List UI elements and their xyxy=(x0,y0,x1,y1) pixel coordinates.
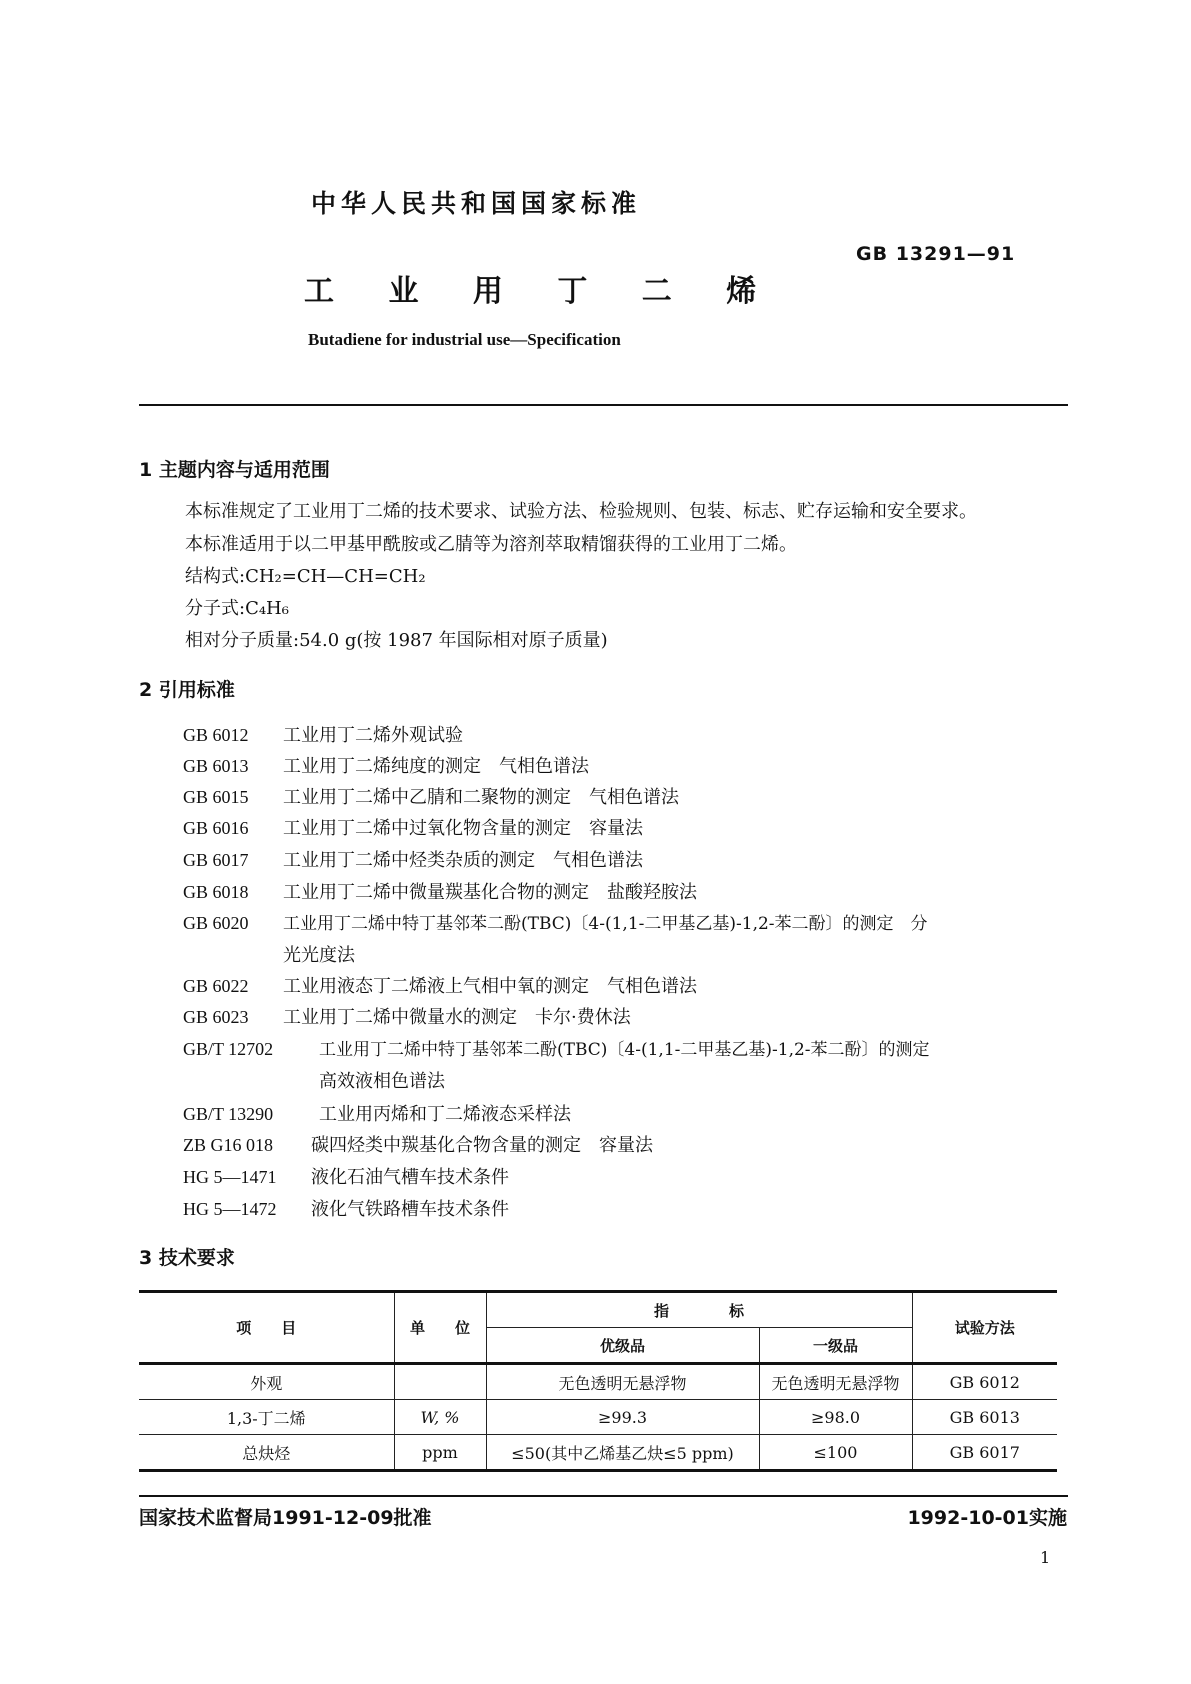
title-en: Butadiene for industrial use—Specification xyxy=(308,330,621,349)
section-1-line: 本标准规定了工业用丁二烯的技术要求、试验方法、检验规则、包装、标志、贮存运输和安全要求。 xyxy=(185,501,977,522)
ref-code: GB 6018 xyxy=(183,882,249,902)
cell-first: ≤100 xyxy=(759,1435,912,1471)
cell-unit xyxy=(394,1364,486,1400)
ref-title: 液化石油气槽车技术条件 xyxy=(311,1167,509,1188)
header-method: 试验方法 xyxy=(912,1292,1057,1364)
table-row xyxy=(139,1364,1057,1400)
ref-code: GB 6015 xyxy=(183,787,249,807)
cell-item: 总炔烃 xyxy=(139,1435,394,1471)
reference-item xyxy=(183,846,643,872)
approval-date: 国家技术监督局1991-12-09批准 xyxy=(139,1507,432,1529)
table-row xyxy=(139,1400,1057,1435)
ref-title: 工业用丁二烯纯度的测定 气相色谱法 xyxy=(283,756,589,777)
ref-code: HG 5—1472 xyxy=(183,1199,277,1219)
cell-item: 外观 xyxy=(139,1364,394,1400)
reference-item xyxy=(183,1035,930,1060)
ref-code: GB/T 12702 xyxy=(183,1039,274,1059)
ref-title: 工业用丁二烯中微量羰基化合物的测定 盐酸羟胺法 xyxy=(283,882,697,903)
cell-unit: W, % xyxy=(394,1400,486,1435)
ref-title: 工业用丙烯和丁二烯液态采样法 xyxy=(319,1104,571,1125)
cell-superior: ≥99.3 xyxy=(486,1400,759,1435)
reference-item-continued xyxy=(319,1067,445,1093)
cell-method: GB 6017 xyxy=(912,1435,1057,1471)
header-rule xyxy=(139,404,1068,406)
table-row xyxy=(139,1435,1057,1471)
reference-item xyxy=(183,878,697,904)
ref-code: GB 6016 xyxy=(183,818,249,838)
cell-method: GB 6012 xyxy=(912,1364,1057,1400)
reference-item xyxy=(183,909,928,934)
ref-code: GB 6017 xyxy=(183,850,249,870)
reference-item xyxy=(183,1195,509,1221)
section-1-line: 本标准适用于以二甲基甲酰胺或乙腈等为溶剂萃取精馏获得的工业用丁二烯。 xyxy=(185,534,797,555)
ref-title: 工业用液态丁二烯液上气相中氧的测定 气相色谱法 xyxy=(283,976,697,997)
ref-code: GB/T 13290 xyxy=(183,1104,274,1124)
reference-item xyxy=(183,972,697,998)
ref-code: ZB G16 018 xyxy=(183,1135,273,1155)
cell-first: ≥98.0 xyxy=(759,1400,912,1435)
header-item: 项 目 xyxy=(139,1292,394,1364)
ref-title-cont: 光光度法 xyxy=(283,945,355,966)
ref-code: GB 6022 xyxy=(183,976,249,996)
header-unit: 单 位 xyxy=(394,1292,486,1364)
effective-date: 1992-10-01实施 xyxy=(907,1507,1067,1529)
section-2-heading: 2 引用标准 xyxy=(139,679,235,701)
cell-method: GB 6013 xyxy=(912,1400,1057,1435)
reference-item xyxy=(183,1003,631,1029)
cell-first: 无色透明无悬浮物 xyxy=(759,1364,912,1400)
ref-title: 工业用丁二烯中过氧化物含量的测定 容量法 xyxy=(283,818,643,839)
reference-item xyxy=(183,783,679,809)
ref-title: 工业用丁二烯中乙腈和二聚物的测定 气相色谱法 xyxy=(283,787,679,808)
reference-item xyxy=(183,752,589,778)
header-index: 指 标 xyxy=(486,1292,912,1328)
page-number: 1 xyxy=(1040,1548,1051,1567)
reference-item xyxy=(183,1163,509,1189)
section-1-heading: 1 主题内容与适用范围 xyxy=(139,459,330,481)
footer-rule xyxy=(139,1495,1068,1497)
cell-item: 1,3-丁二烯 xyxy=(139,1400,394,1435)
standard-number: GB 13291—91 xyxy=(856,243,1016,265)
ref-code: GB 6023 xyxy=(183,1007,249,1027)
ref-code: GB 6020 xyxy=(183,913,249,933)
title-cn: 工 业 用 丁 二 烯 xyxy=(304,274,779,309)
ref-title-cont: 高效液相色谱法 xyxy=(319,1071,445,1092)
ref-title: 工业用丁二烯中特丁基邻苯二酚(TBC)〔4-(1,1-二甲基乙基)-1,2-苯二酚〕的测定 分 xyxy=(283,914,928,934)
reference-item xyxy=(183,1100,571,1126)
reference-item xyxy=(183,814,643,840)
ref-code: HG 5—1471 xyxy=(183,1167,277,1187)
reference-item xyxy=(183,1131,653,1157)
header-first-grade: 一级品 xyxy=(759,1328,912,1364)
section-3-heading: 3 技术要求 xyxy=(139,1247,235,1269)
ref-title: 液化气铁路槽车技术条件 xyxy=(311,1199,509,1220)
reference-item-continued xyxy=(283,941,355,967)
org-title: 中华人民共和国国家标准 xyxy=(311,189,642,218)
ref-title: 碳四烃类中羰基化合物含量的测定 容量法 xyxy=(311,1135,653,1156)
structural-formula: 结构式:CH₂=CH—CH=CH₂ xyxy=(185,566,426,587)
reference-item xyxy=(183,721,463,747)
ref-title: 工业用丁二烯中微量水的测定 卡尔·费休法 xyxy=(283,1007,631,1028)
cell-unit: ppm xyxy=(394,1435,486,1471)
ref-title: 工业用丁二烯中特丁基邻苯二酚(TBC)〔4-(1,1-二甲基乙基)-1,2-苯二酚〕的测定 xyxy=(319,1040,930,1060)
header-superior-grade: 优级品 xyxy=(486,1328,759,1364)
ref-title: 工业用丁二烯中烃类杂质的测定 气相色谱法 xyxy=(283,850,643,871)
table-header-row xyxy=(139,1292,1057,1328)
molecular-mass: 相对分子质量:54.0 g(按 1987 年国际相对原子质量) xyxy=(185,630,608,651)
molecular-formula: 分子式:C₄H₆ xyxy=(185,598,289,619)
cell-superior: 无色透明无悬浮物 xyxy=(486,1364,759,1400)
technical-requirements-table xyxy=(139,1290,1057,1472)
ref-code: GB 6013 xyxy=(183,756,249,776)
ref-title: 工业用丁二烯外观试验 xyxy=(283,725,463,746)
ref-code: GB 6012 xyxy=(183,725,249,745)
cell-superior: ≤50(其中乙烯基乙炔≤5 ppm) xyxy=(486,1435,759,1471)
